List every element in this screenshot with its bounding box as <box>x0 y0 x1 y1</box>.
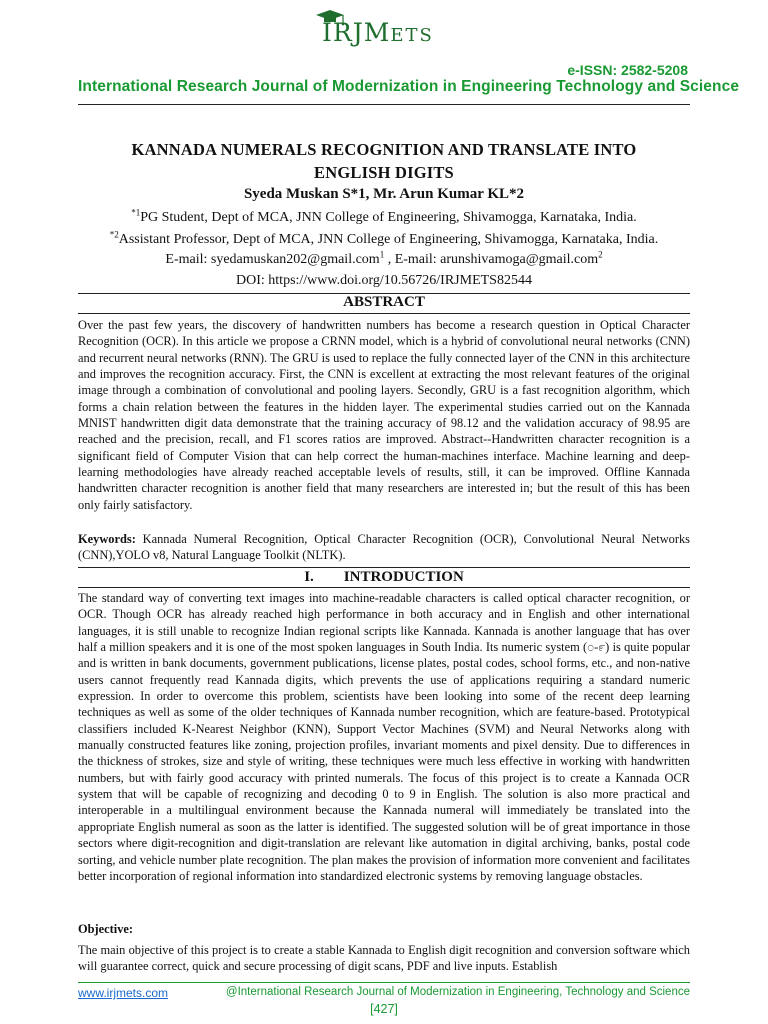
keywords-text: Kannada Numeral Recognition, Optical Character Recognition (OCR), Convolutional Neural Networks (CNN),YOLO v8, Natural Language Toolkit (NLTK). <box>78 532 690 563</box>
header-divider <box>78 104 690 105</box>
introduction-text: The standard way of converting text images into machine-readable characters is called optical character recognition, or OCR. Though OCR has already reached high performance in both accuracy and in English and other international languages, it is still unable to recognize Indian regional scripts like Kannada. Kannada is another language that has over half a million speakers and it is one of the most spoken languages in South India. Its numeric system (೦-೯) is quite popular and is written in bank documents, government publications, license plates, postal codes, school forms, etc., and non-native users cannot frequently read Kannada digits, which prevents the use of applications requiring a standard numeric expression. In order to overcome this problem, scientists have been looking into some of the recent deep learning techniques as well as some of the older techniques of Kannada number recognition, which are feature-based. Prototypical classifiers included K-Nearest Neighbor (KNN), Support Vector Machines (SVM) and Neural Networks along with manually constructed features like zoning, projection profiles, invariant moments and pixel density. Due to differences in the thickness of strokes, size and style of writing, these techniques were much less effective in working with handwritten numbers, but with fairly good accuracy with printed numerals. The focus of this project is to create a Kannada OCR system that will be capable of recognizing and decoding 0 to 9 in English. The solution is also more practical and interoperable in a multilingual environment because the Kannada numeral will immediately be translated into the appropriate English numeral as soon as the latter is identified. The suggested solution will be of great importance in those sectors where digit-recognition and digit-translation are relevant like automation in digital archiving, banks, postal code sorting, and vehicle number plate recognition. The plan makes the provision of information more convenient and facilitates better incorporation of regional information into standardized electronic systems by removing language obstacles. <box>78 591 690 883</box>
journal-name: International Research Journal of Modernization in Engineering Technology and Science <box>78 78 740 95</box>
objective-heading: Objective: <box>78 922 134 936</box>
abstract-text: Over the past few years, the discovery of handwritten numbers has become a research question in Optical Character Recognition (OCR). In this article we propose a CRNN model, which is a hybrid of convolutional neural networks (CNN) and recurrent neural networks (RNN). The GRU is used to replace the fully connected layer of the CNN in this architecture and improves the recognition accuracy. First, the CNN is excellent at extracting the most relevant features of the original image through a combination of convolutional and pooling layers. Secondly, GRU is a fast recognition algorithm, which forms a chain relation between the features in the hidden layer. The experimental studies carried out on the Kannada MNIST handwritten digit data demonstrate that the training accuracy of 98.12 and the validation accuracy of 98.95 are reached and the precision, recall, and F1 scores ratios are improved. Abstract--Handwritten character recognition is a significant field of Computer Vision that can help correct the human-machines interface. Machine learning and deep-learning methodologies have already reached acceptable levels of results, still, it can be improved. Offline Kannada handwritten character recognition is another field that many researchers are interested in; but the result of this has been only fairly satisfactory. <box>78 318 690 512</box>
footer-copyright: @International Research Journal of Modernization in Engineering, Technology and Science <box>225 986 690 998</box>
eissn-label: e-ISSN: 2582-5208 <box>567 62 688 78</box>
objective-text: The main objective of this project is to create a stable Kannada to English digit recognition and conversion software which will guarantee correct, quick and secure processing of digit scans, PDF and live inputs. Establish <box>78 943 690 974</box>
journal-logo <box>312 6 460 46</box>
abstract-bottom-rule <box>78 313 690 314</box>
intro-top-rule <box>78 567 690 568</box>
logo-wordmark: IRJMETS <box>322 18 434 47</box>
page-number: [427] <box>370 1002 398 1016</box>
affiliation-2: $^{*2}$Assistant Professor, Dept of MCA, JNN College of Engineering, Shivamogga, Karnataka, India. <box>109 229 659 247</box>
introduction-heading: I. INTRODUCTION <box>304 569 464 585</box>
abstract-heading: ABSTRACT <box>343 294 425 310</box>
affiliation-1: $^{*1}$PG Student, Dept of MCA, JNN College of Engineering, Shivamogga, Karnataka, India. <box>131 207 637 225</box>
paper-title-line2: ENGLISH DIGITS <box>314 163 454 182</box>
email-line: E-mail: syedamuskan202@gmail.com$^1$ , E-mail: arunshivamoga@gmail.com$^2$ <box>165 249 603 267</box>
keywords-label: Keywords: <box>78 532 136 546</box>
paper-title-line1: KANNADA NUMERALS RECOGNITION AND TRANSLATE INTO <box>131 140 637 159</box>
doi: DOI: https://www.doi.org/10.56726/IRJMETS82544 <box>236 273 532 288</box>
journal-website-link[interactable]: www.irjmets.com <box>78 986 169 1000</box>
authors: Syeda Muskan S*1, Mr. Arun Kumar KL*2 <box>243 186 525 202</box>
intro-bottom-rule <box>78 587 690 588</box>
keywords <box>78 531 690 564</box>
footer-rule <box>78 982 690 983</box>
